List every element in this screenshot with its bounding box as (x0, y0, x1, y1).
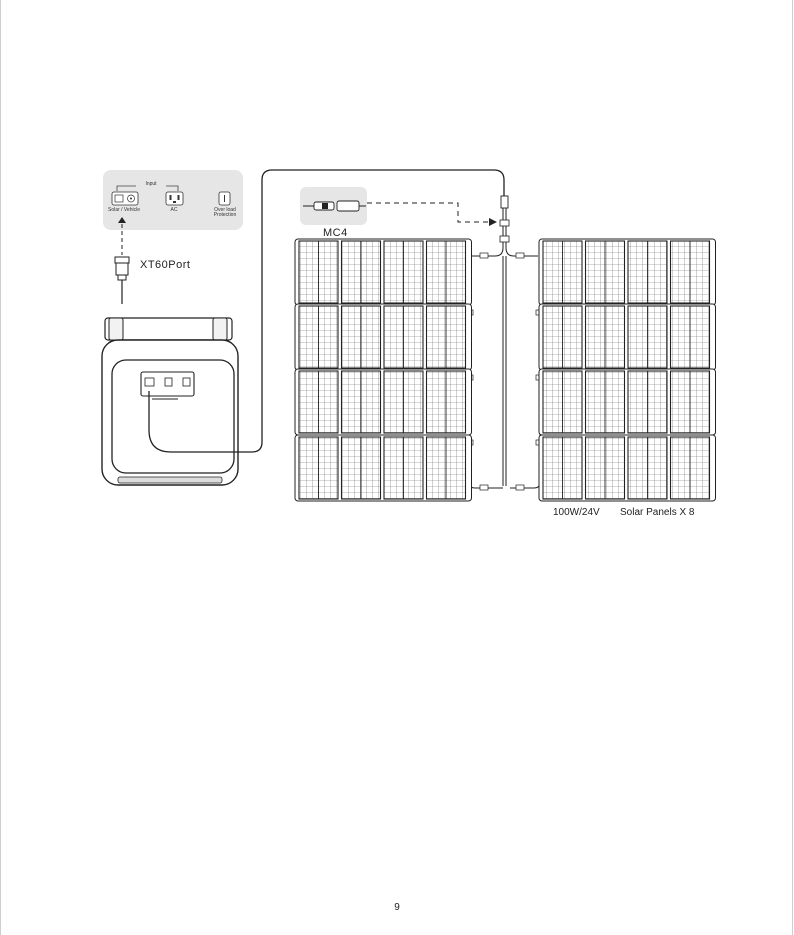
ac-port-icon (166, 192, 183, 205)
overload-protection-icon (219, 192, 230, 205)
panel-wiring (465, 253, 544, 490)
solar-panel-right-2 (539, 304, 716, 370)
y-branch-connector (472, 196, 538, 256)
panel-spec-label: 100W/24V (553, 507, 600, 518)
solar-vehicle-label: Solar / Vehicle (108, 207, 140, 213)
solar-panel-right-3 (539, 369, 716, 435)
solar-panel-array-right (539, 239, 716, 501)
mc4-leader-line (367, 203, 490, 222)
mc4-leader-arrow (489, 218, 497, 226)
power-station-illustration (102, 318, 238, 485)
solar-panel-right-4 (539, 435, 716, 501)
overload-label-line2: Protection (213, 212, 237, 218)
solar-panel-left-3 (295, 369, 472, 435)
mc4-label: MC4 (323, 227, 348, 239)
xt60-port-label: XT60Port (140, 259, 191, 271)
solar-panel-left-2 (295, 304, 472, 370)
panel-count-label: Solar Panels X 8 (620, 507, 695, 518)
xt60-plug-icon (115, 257, 129, 304)
solar-panel-left-1 (295, 239, 472, 305)
solar-panel-left-4 (295, 435, 472, 501)
page-number: 9 (394, 902, 400, 913)
xt60-leader-line (118, 217, 126, 255)
input-group-label: Input (136, 181, 166, 187)
overload-label-line1: Over load (214, 207, 236, 213)
ac-label: AC (170, 207, 178, 213)
solar-vehicle-port-icon (112, 192, 138, 205)
solar-panel-array-left (295, 239, 472, 501)
solar-panel-right-1 (539, 239, 716, 305)
